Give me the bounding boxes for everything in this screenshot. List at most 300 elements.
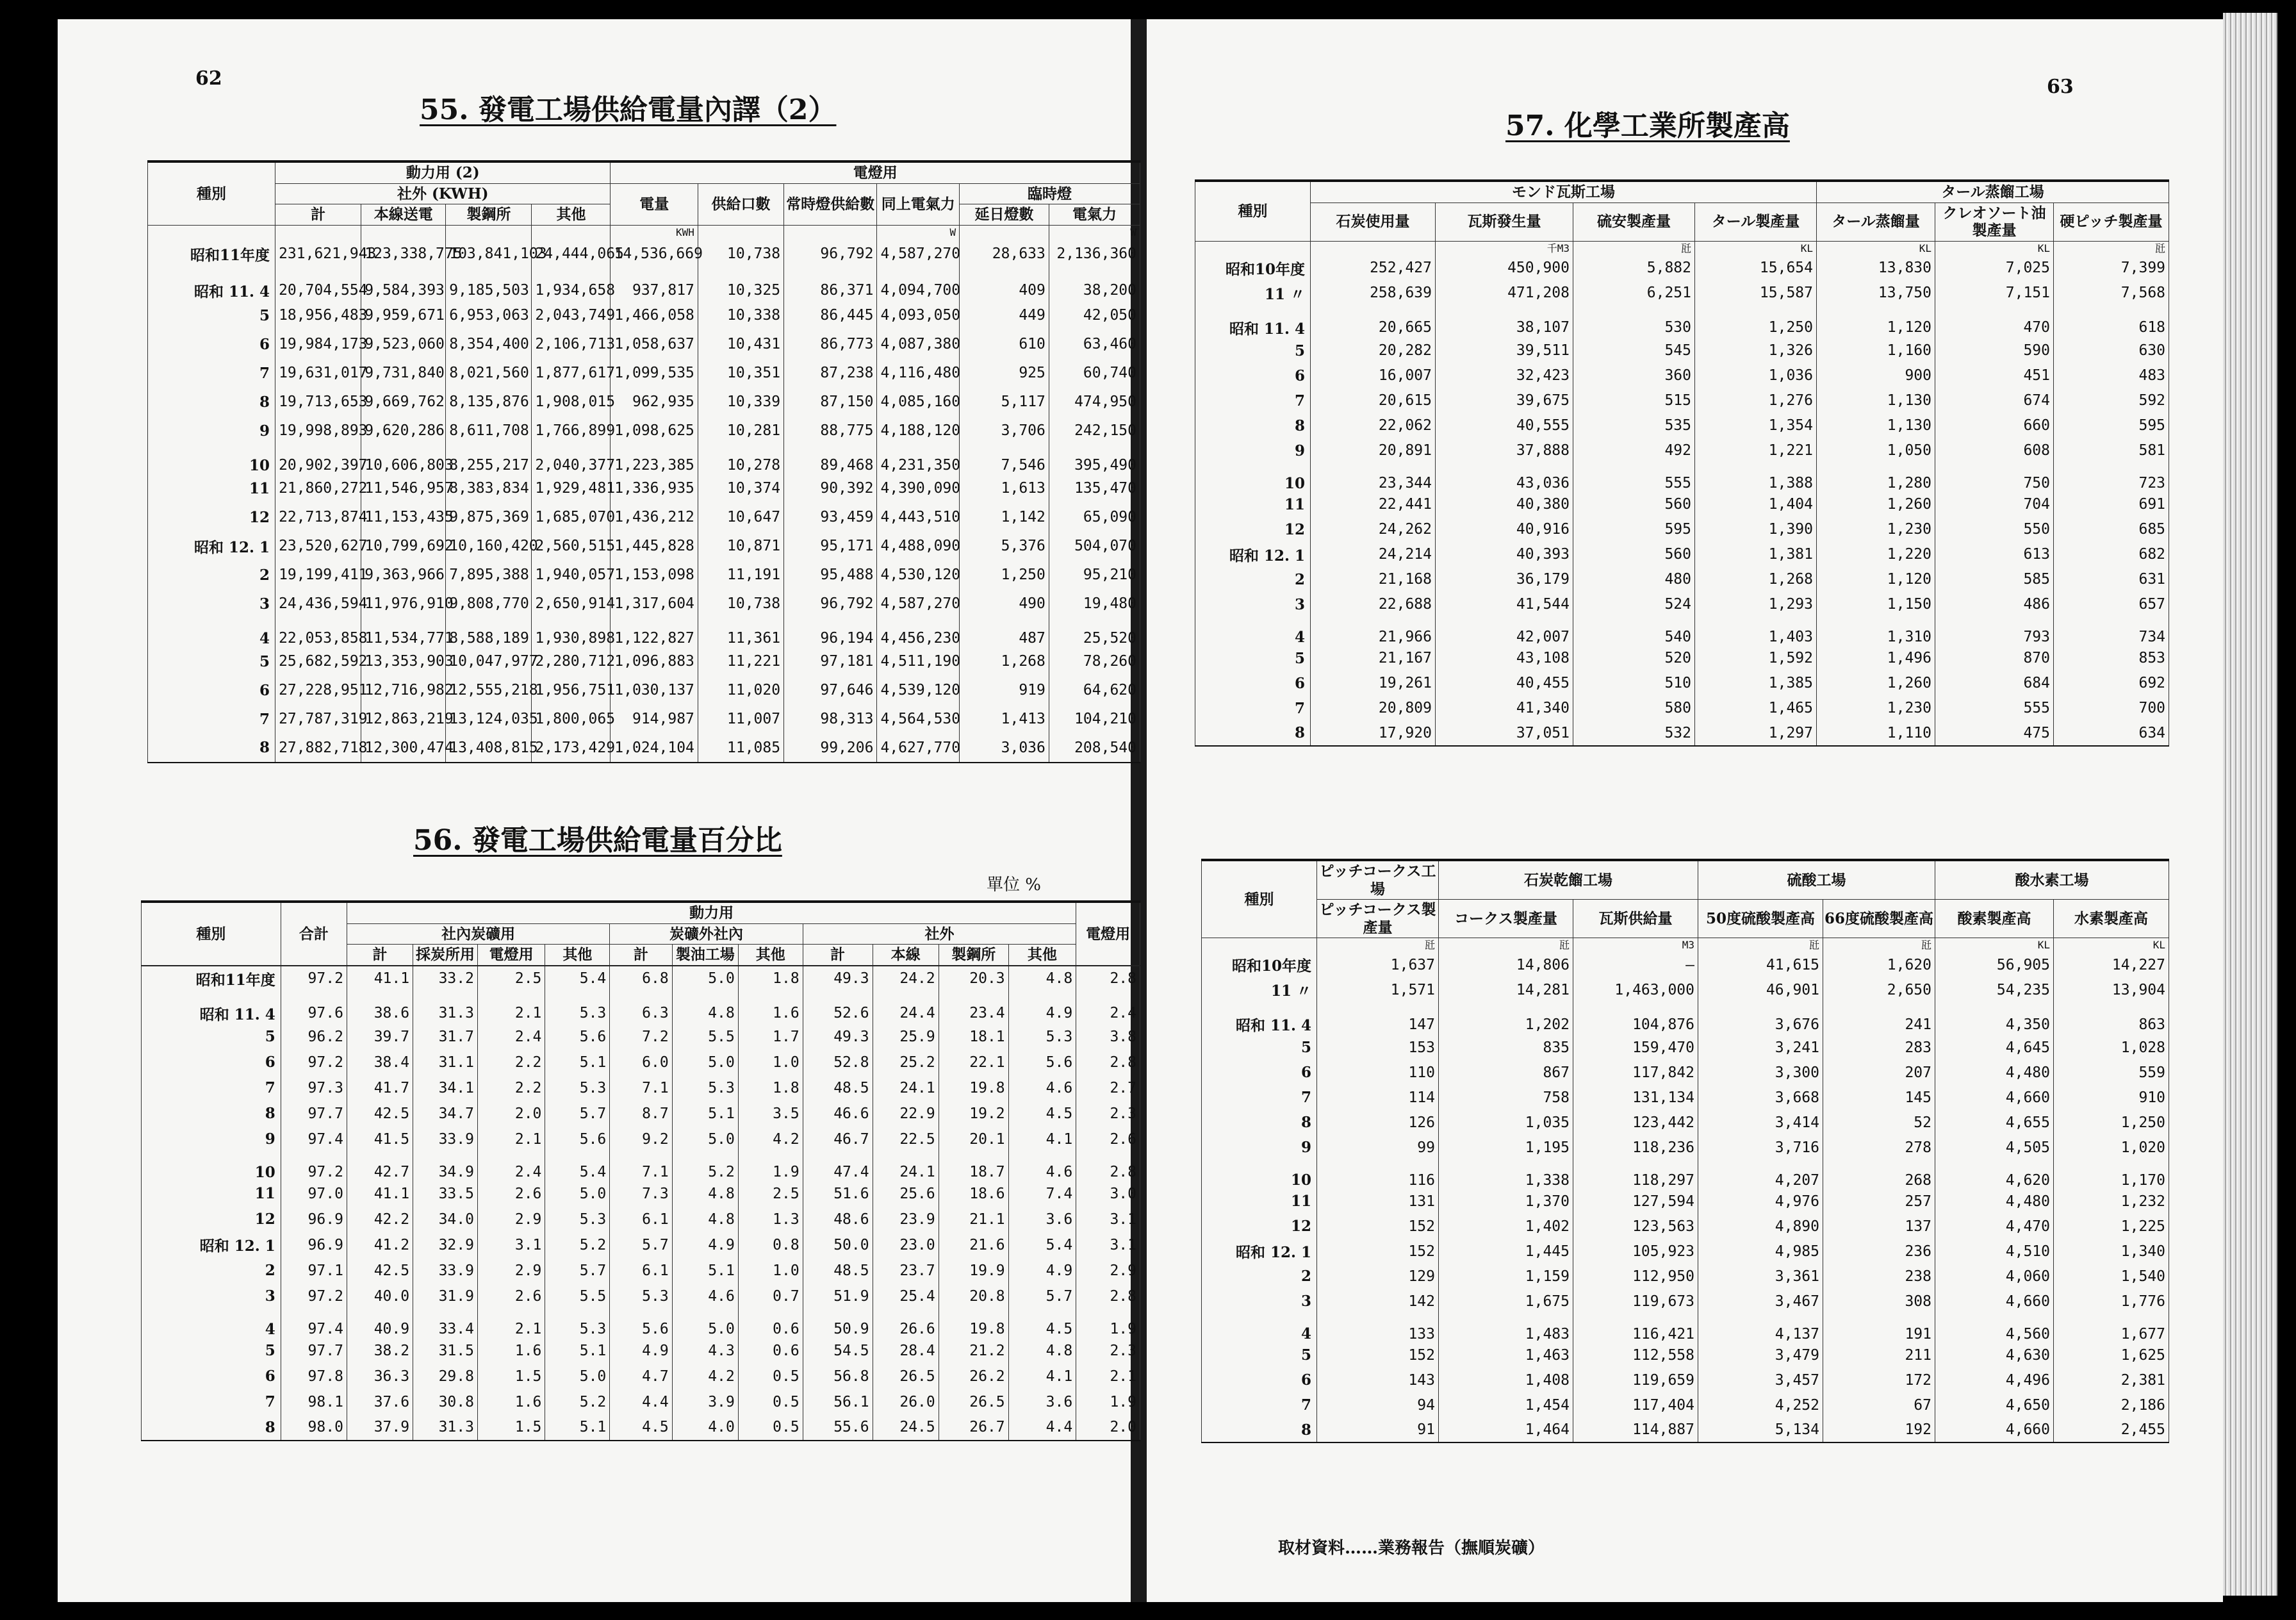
unit-cell: 瓩	[1573, 241, 1695, 256]
table-cell: 9,523,060	[361, 330, 446, 359]
t57a-header-col: 瓦斯發生量	[1436, 202, 1573, 241]
table-cell: 1,336,935	[611, 474, 698, 503]
table-cell: 10,647	[698, 503, 783, 532]
table-cell: 97.3	[281, 1075, 347, 1101]
row-label: 6	[142, 1050, 281, 1075]
page-edge-stack	[2223, 13, 2277, 1596]
row-label: 6	[148, 330, 275, 359]
table-cell: 23.4	[939, 991, 1008, 1024]
table-cell: 21,860,272	[275, 474, 361, 503]
table-cell: 114,887	[1573, 1418, 1698, 1442]
table-cell: 11,020	[698, 676, 783, 705]
table-cell: 133	[1317, 1314, 1439, 1343]
table-cell: 3,479	[1698, 1343, 1823, 1368]
table-cell: 152	[1317, 1214, 1439, 1239]
table-cell: 900	[1817, 363, 1935, 388]
table-cell: 51.9	[803, 1284, 873, 1309]
table-cell: 2.1	[477, 1309, 545, 1338]
table-cell: 25.2	[873, 1050, 939, 1075]
table-cell: 4,350	[1935, 1002, 2054, 1035]
table-row	[1195, 696, 2169, 721]
table-cell: 1,142	[960, 503, 1049, 532]
table-cell: 5.1	[545, 1415, 610, 1441]
table-row	[1195, 617, 2169, 646]
table-row	[148, 647, 1140, 676]
table-cell: 97.2	[281, 1050, 347, 1075]
table-cell: 4,660	[1935, 1418, 2054, 1442]
t57a-header-col: クレオソート油製產量	[1935, 202, 2054, 241]
table-cell: 492	[1573, 438, 1695, 463]
table-55	[147, 160, 1140, 763]
table-cell: 9.2	[610, 1127, 672, 1152]
table-cell: 2,381	[2054, 1368, 2169, 1393]
table-cell: 23,344	[1311, 463, 1436, 492]
table-cell: 95,210	[1049, 561, 1140, 590]
table-cell: 937,817	[611, 269, 698, 301]
table-cell: 1,685,070	[532, 503, 611, 532]
table-cell: 581	[2054, 438, 2169, 463]
table-cell: 1,260	[1817, 671, 1935, 696]
t56-header-col: 製油工場	[672, 945, 738, 966]
table-cell: 19.8	[939, 1075, 1008, 1101]
table-cell: 11,546,957	[361, 474, 446, 503]
table-cell: 1,280	[1817, 463, 1935, 492]
table-row	[148, 561, 1140, 590]
table-row	[1195, 438, 2169, 463]
row-label: 7	[148, 705, 275, 734]
t56-header-col: 其他	[545, 945, 610, 966]
table-cell: 5.0	[672, 1309, 738, 1338]
table-cell: 2.0	[1076, 1415, 1140, 1441]
table-cell: 4,627,770	[877, 734, 960, 763]
table-cell: 10,606,803	[361, 445, 446, 474]
table-row	[142, 1338, 1140, 1364]
row-label: 昭和10年度	[1202, 952, 1317, 977]
table-cell: 258,639	[1311, 281, 1436, 306]
table-cell: 21.2	[939, 1338, 1008, 1364]
table-cell: 16,007	[1311, 363, 1436, 388]
table-cell: 116	[1317, 1160, 1439, 1189]
table-cell: 3,300	[1698, 1060, 1823, 1085]
table-cell: 1,225	[2054, 1214, 2169, 1239]
table-cell: 10,160,420	[446, 532, 532, 561]
table-cell: 0.6	[738, 1338, 803, 1364]
table-cell: 29.8	[413, 1364, 478, 1389]
table-cell: 10,338	[698, 301, 783, 330]
table-cell: 4,645	[1935, 1035, 2054, 1060]
row-label: 3	[1202, 1289, 1317, 1314]
table-cell: 5.3	[672, 1075, 738, 1101]
table-cell: 684	[1935, 671, 2054, 696]
table-cell: 4.7	[610, 1364, 672, 1389]
table-cell: 11,007	[698, 705, 783, 734]
table-cell: 10,281	[698, 417, 783, 445]
table-cell: 474,950	[1049, 388, 1140, 417]
table-cell: 8,135,876	[446, 388, 532, 417]
row-label: 10	[142, 1152, 281, 1181]
table-cell: 99,206	[784, 734, 877, 763]
table-cell: 19,631,017	[275, 359, 361, 388]
row-label: 7	[142, 1389, 281, 1415]
table-cell: 5.0	[545, 1364, 610, 1389]
table-cell: 5.3	[545, 1207, 610, 1232]
table-cell: 1,120	[1817, 567, 1935, 592]
row-label: 11	[148, 474, 275, 503]
table-cell: 1,250	[1695, 306, 1817, 338]
table-cell: 39,511	[1436, 338, 1573, 363]
table-cell: 0.8	[738, 1232, 803, 1258]
table-cell: 692	[2054, 671, 2169, 696]
table-cell: 4.5	[610, 1415, 672, 1441]
table-row	[142, 1284, 1140, 1309]
row-label: 2	[142, 1258, 281, 1284]
table-cell: 10,431	[698, 330, 783, 359]
table-cell: 3,716	[1698, 1135, 1823, 1160]
table-cell: 4.9	[610, 1338, 672, 1364]
table-cell: 451	[1935, 363, 2054, 388]
table-cell: 252,427	[1311, 256, 1436, 281]
table-cell: 25.9	[873, 1024, 939, 1050]
row-label: 8	[148, 734, 275, 763]
table-cell: 31.7	[413, 1024, 478, 1050]
table-cell: 962,935	[611, 388, 698, 417]
row-label: 昭和 11. 4	[1202, 1002, 1317, 1035]
table-cell: 4,620	[1935, 1160, 2054, 1189]
table-cell: 10,325	[698, 269, 783, 301]
table-cell: 2.6	[477, 1284, 545, 1309]
table-cell: 20,902,397	[275, 445, 361, 474]
table-cell: 95,488	[784, 561, 877, 590]
table-cell: 7,546	[960, 445, 1049, 474]
table-cell: 7,568	[2054, 281, 2169, 306]
row-label: 5	[1202, 1343, 1317, 1368]
table-cell: 97.4	[281, 1127, 347, 1152]
table-cell: 10,374	[698, 474, 783, 503]
table-cell: 2.9	[1076, 1258, 1140, 1284]
table-cell: 97,181	[784, 647, 877, 676]
table-cell: 1,929,481	[532, 474, 611, 503]
table-cell: 3,676	[1698, 1002, 1823, 1035]
table-row	[1195, 592, 2169, 617]
table-cell: 21,168	[1311, 567, 1436, 592]
table-cell: 98.1	[281, 1389, 347, 1415]
table-cell: 520	[1573, 646, 1695, 671]
row-label: 6	[1195, 671, 1311, 696]
table-row	[142, 1181, 1140, 1207]
t56-header-col: 計	[610, 945, 672, 966]
table-row	[148, 532, 1140, 561]
table-cell: 9,185,503	[446, 269, 532, 301]
table-cell: 1,934,658	[532, 269, 611, 301]
table-cell: 532	[1573, 721, 1695, 746]
row-label: 6	[1195, 363, 1311, 388]
table-57-upper	[1195, 179, 2169, 747]
row-label: 6	[1202, 1060, 1317, 1085]
table-cell: 33.4	[413, 1309, 478, 1338]
t57a-header-col: 硫安製產量	[1573, 202, 1695, 241]
row-label: 7	[1202, 1085, 1317, 1110]
table-cell: 1.6	[477, 1338, 545, 1364]
table-cell: 4.2	[672, 1364, 738, 1389]
table-cell: 613	[1935, 542, 2054, 567]
table-cell: 10,351	[698, 359, 783, 388]
table-cell: 2.4	[1076, 991, 1140, 1024]
t56-header-total: 合計	[281, 902, 347, 966]
table-cell: 2.6	[477, 1181, 545, 1207]
table-cell: 1,232	[2054, 1189, 2169, 1214]
table-cell: 1,620	[1823, 952, 1935, 977]
table-row	[142, 1309, 1140, 1338]
table-cell: 31.5	[413, 1338, 478, 1364]
table-cell: 2.8	[1076, 966, 1140, 991]
table-cell: 4,094,700	[877, 269, 960, 301]
table-cell: 1,160	[1817, 338, 1935, 363]
table-cell: 283	[1823, 1035, 1935, 1060]
table-cell: 27,787,319	[275, 705, 361, 734]
table-row	[1195, 646, 2169, 671]
table-cell: 27,882,718	[275, 734, 361, 763]
table-cell: 38.6	[347, 991, 413, 1024]
table-56-unit: 單位 %	[987, 875, 1041, 895]
unit-cell: 瓩	[1698, 938, 1823, 953]
row-label: 10	[148, 445, 275, 474]
table-cell: 1.0	[738, 1050, 803, 1075]
unit-cell: KL	[2054, 938, 2169, 953]
table-cell: 14,806	[1439, 952, 1573, 977]
table-cell: 38,107	[1436, 306, 1573, 338]
table-cell: 504,070	[1049, 532, 1140, 561]
table-row	[1202, 1289, 2169, 1314]
table-cell: 545	[1573, 338, 1695, 363]
table-cell: 590	[1935, 338, 2054, 363]
table-cell: 3,467	[1698, 1289, 1823, 1314]
table-cell: 278	[1823, 1135, 1935, 1160]
table-cell: 10,738	[698, 240, 783, 269]
table-cell: 135,470	[1049, 474, 1140, 503]
unit-cell: 千M3	[1436, 241, 1573, 256]
table-cell: 5.2	[545, 1389, 610, 1415]
table-cell: 308	[1823, 1289, 1935, 1314]
table-cell: 449	[960, 301, 1049, 330]
table-row	[148, 676, 1140, 705]
table-cell: 559	[2054, 1060, 2169, 1085]
table-cell: 19,984,173	[275, 330, 361, 359]
table-cell: 4.8	[672, 1181, 738, 1207]
table-cell: 38.4	[347, 1050, 413, 1075]
table-cell: 2.8	[1076, 1050, 1140, 1075]
table-row	[142, 1152, 1140, 1181]
table-row	[148, 240, 1140, 269]
table-cell: 94	[1317, 1393, 1439, 1418]
t55-header-light: 電燈用	[611, 161, 1140, 183]
table-cell: 914,987	[611, 705, 698, 734]
table-cell: 409	[960, 269, 1049, 301]
table-cell: 560	[1573, 542, 1695, 567]
row-label: 5	[148, 647, 275, 676]
table-cell: 1,908,015	[532, 388, 611, 417]
table-cell: 4.0	[672, 1415, 738, 1441]
table-cell: 7,399	[2054, 256, 2169, 281]
table-cell: 98.0	[281, 1415, 347, 1441]
table-cell: 1.8	[738, 966, 803, 991]
table-cell: 1,130	[1817, 388, 1935, 413]
table-cell: 5.0	[672, 966, 738, 991]
table-cell: 41.1	[347, 1181, 413, 1207]
table-cell: 4,650	[1935, 1393, 2054, 1418]
table-cell: 7,151	[1935, 281, 2054, 306]
table-cell: 3,457	[1698, 1368, 1823, 1393]
table-cell: 471,208	[1436, 281, 1573, 306]
table-cell: 63,460	[1049, 330, 1140, 359]
table-cell: 4.6	[672, 1284, 738, 1309]
table-cell: 1,877,617	[532, 359, 611, 388]
table-cell: 4.5	[1008, 1309, 1076, 1338]
table-cell: 145	[1823, 1085, 1935, 1110]
table-cell: 1,096,883	[611, 647, 698, 676]
unit-cell: 瓩	[1823, 938, 1935, 953]
t55-header-col: 電量	[611, 183, 698, 225]
t56-header-col: 本線	[873, 945, 939, 966]
table-cell: 30.8	[413, 1389, 478, 1415]
table-cell: 1,030,137	[611, 676, 698, 705]
table-cell: 40,555	[1436, 413, 1573, 438]
table-cell: 5.5	[672, 1024, 738, 1050]
table-cell: 555	[1935, 696, 2054, 721]
row-label: 11 〃	[1202, 977, 1317, 1002]
table-cell: 268	[1823, 1160, 1935, 1189]
table-cell: 7.1	[610, 1152, 672, 1181]
table-cell: 97.7	[281, 1101, 347, 1127]
table-cell: 116,421	[1573, 1314, 1698, 1343]
table-cell: 5.7	[610, 1232, 672, 1258]
table-cell: 1.9	[738, 1152, 803, 1181]
table-cell: 2.1	[477, 1127, 545, 1152]
table-cell: 119,673	[1573, 1289, 1698, 1314]
table-cell: 19.9	[939, 1258, 1008, 1284]
table-cell: 123,563	[1573, 1214, 1698, 1239]
table-cell: 20.1	[939, 1127, 1008, 1152]
row-label: 昭和 11. 4	[148, 269, 275, 301]
table-row	[142, 1075, 1140, 1101]
row-label: 10	[1195, 463, 1311, 492]
table-cell: 758	[1439, 1085, 1573, 1110]
table-cell: 1,496	[1817, 646, 1935, 671]
table-cell: 3.1	[1076, 1232, 1140, 1258]
row-label: 5	[1202, 1035, 1317, 1060]
t56-header-category: 種別	[142, 902, 281, 966]
t55-header-temporary: 臨時燈	[960, 183, 1140, 204]
table-cell: 634	[2054, 721, 2169, 746]
table-cell: 1,122,827	[611, 618, 698, 647]
table-cell: 9,669,762	[361, 388, 446, 417]
table-cell: 0.6	[738, 1309, 803, 1338]
table-cell: 4,510	[1935, 1239, 2054, 1264]
table-cell: 4,505	[1935, 1135, 2054, 1160]
table-cell: 97.8	[281, 1364, 347, 1389]
table-cell: 5.1	[672, 1258, 738, 1284]
table-cell: 580	[1573, 696, 1695, 721]
table-cell: 475	[1935, 721, 2054, 746]
table-cell: 5.1	[545, 1050, 610, 1075]
t56-header-col: 其他	[1008, 945, 1076, 966]
unit-cell: M3	[1573, 938, 1698, 953]
table-cell: 15,654	[1695, 256, 1817, 281]
table-cell: 1,170	[2054, 1160, 2169, 1189]
table-cell: 42,050	[1049, 301, 1140, 330]
table-cell: 3.5	[738, 1101, 803, 1127]
table-cell: 6,953,063	[446, 301, 532, 330]
table-cell: 8,354,400	[446, 330, 532, 359]
table-row	[1195, 388, 2169, 413]
table-cell: 42.2	[347, 1207, 413, 1232]
table-row	[142, 1232, 1140, 1258]
table-cell: 38.2	[347, 1338, 413, 1364]
t57b-header-sulfuric: 硫酸工場	[1698, 860, 1935, 900]
table-cell: 8,611,708	[446, 417, 532, 445]
table-cell: 5.7	[545, 1258, 610, 1284]
table-cell: 40,393	[1436, 542, 1573, 567]
table-cell: 4,530,120	[877, 561, 960, 590]
table-cell: 41.7	[347, 1075, 413, 1101]
table-cell: 486	[1935, 592, 2054, 617]
table-cell: 123,338,775	[361, 240, 446, 269]
table-cell: 152	[1317, 1343, 1439, 1368]
table-cell: 2,173,429	[532, 734, 611, 763]
table-cell: 211	[1823, 1343, 1935, 1368]
table-row	[148, 734, 1140, 763]
row-label: 9	[148, 417, 275, 445]
t57a-header-col: タール蒸餾量	[1817, 202, 1935, 241]
table-cell: 241	[1823, 1002, 1935, 1035]
row-label: 7	[1202, 1393, 1317, 1418]
table-cell: 31.3	[413, 1415, 478, 1441]
table-cell: 1,099,535	[611, 359, 698, 388]
table-cell: 1,436,212	[611, 503, 698, 532]
table-cell: 925	[960, 359, 1049, 388]
table-cell: 2,455	[2054, 1418, 2169, 1442]
t57b-header-col: 水素製產高	[2054, 900, 2169, 938]
table-cell: 42.5	[347, 1101, 413, 1127]
table-cell: 4.8	[672, 991, 738, 1024]
table-row	[1195, 413, 2169, 438]
table-cell: 10,047,977	[446, 647, 532, 676]
table-cell: 4.9	[1008, 1258, 1076, 1284]
t57b-header-oxy: 酸水素工場	[1935, 860, 2169, 900]
table-cell: 34.9	[413, 1152, 478, 1181]
t57b-header-col: ピッチコークス製產量	[1317, 900, 1439, 938]
table-cell: 19,199,411	[275, 561, 361, 590]
unit-row	[1195, 241, 2169, 256]
table-row	[142, 1389, 1140, 1415]
table-cell: 11,085	[698, 734, 783, 763]
table-cell: 5.6	[545, 1024, 610, 1050]
table-cell: 3.1	[1076, 1207, 1140, 1232]
table-cell: 21,167	[1311, 646, 1436, 671]
table-cell: 4,390,090	[877, 474, 960, 503]
table-cell: 4,587,270	[877, 590, 960, 618]
row-label: 8	[1195, 413, 1311, 438]
table-cell: 12,716,982	[361, 676, 446, 705]
table-cell: 1,202	[1439, 1002, 1573, 1035]
row-label: 昭和 11. 4	[142, 991, 281, 1024]
table-cell: 86,773	[784, 330, 877, 359]
table-cell: 5.0	[672, 1127, 738, 1152]
row-label: 昭和 12. 1	[148, 532, 275, 561]
table-cell: 0.5	[738, 1389, 803, 1415]
row-label: 11	[1202, 1189, 1317, 1214]
table-cell: 97,646	[784, 676, 877, 705]
row-label: 2	[1202, 1264, 1317, 1289]
